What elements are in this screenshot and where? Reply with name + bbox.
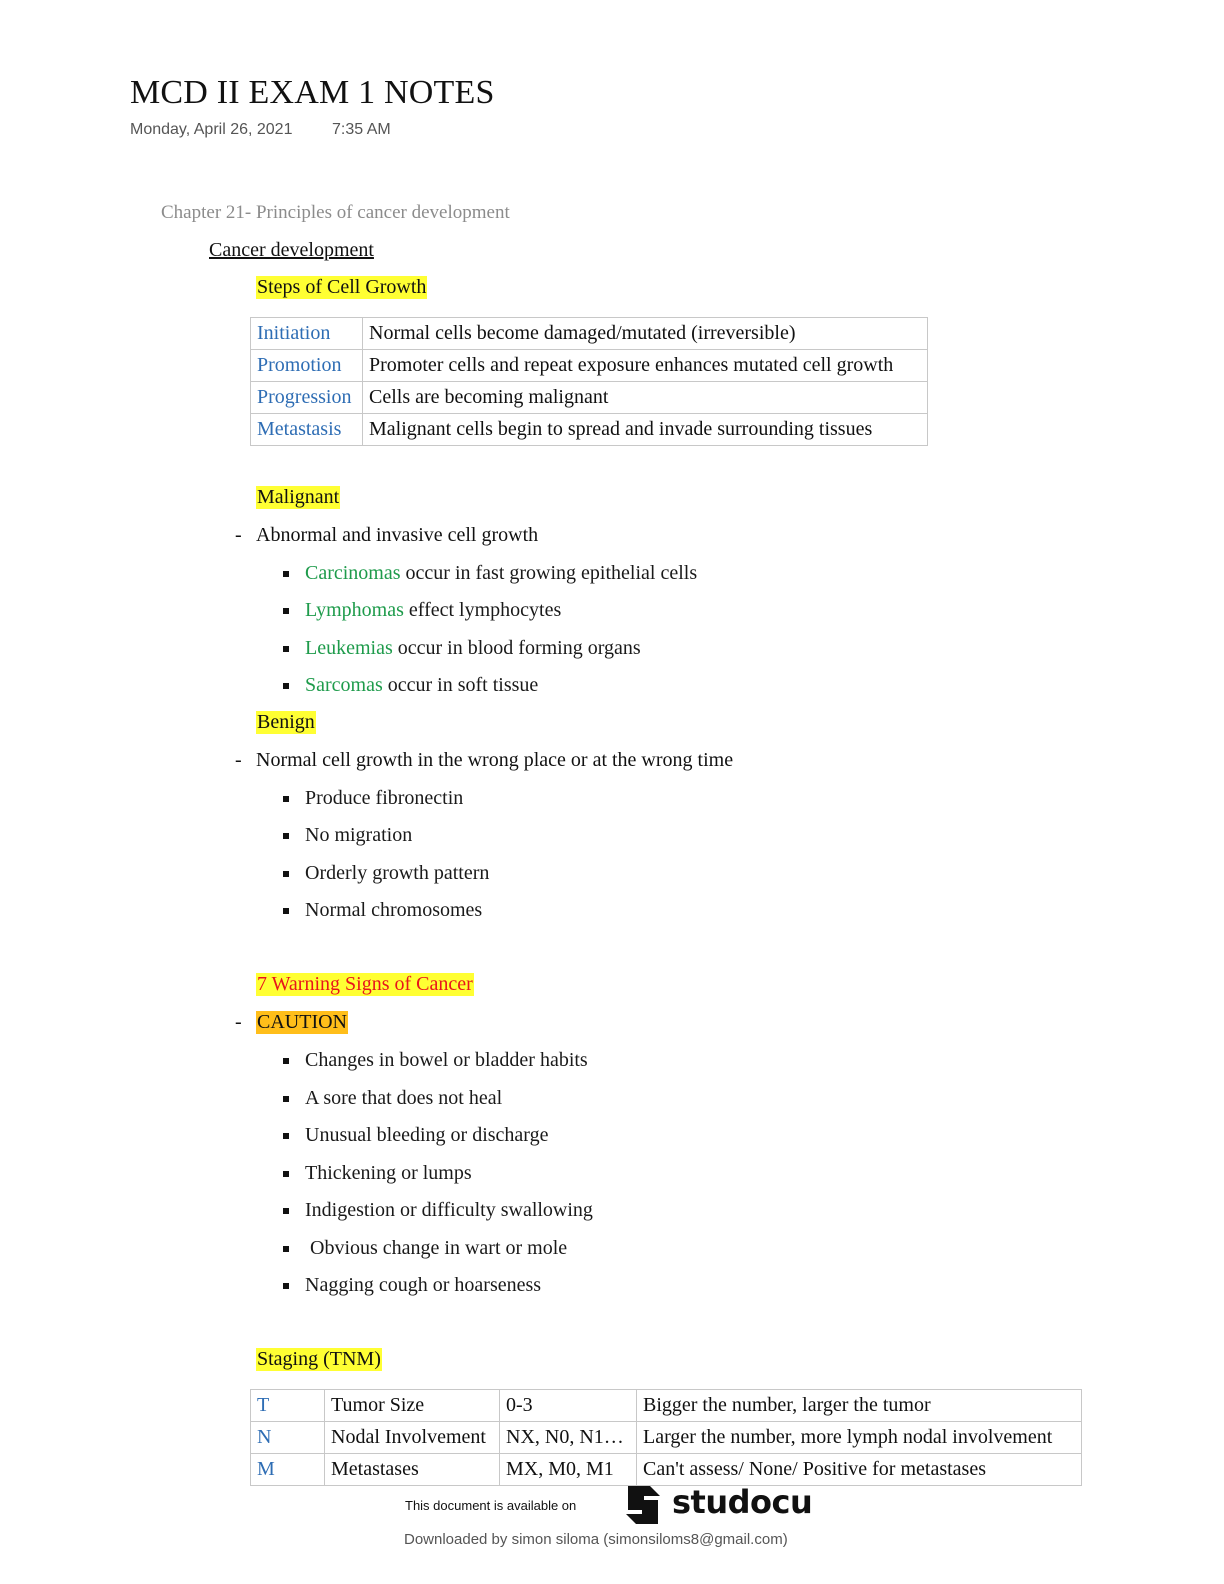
list-item-text: Unusual bleeding or discharge [305, 1124, 549, 1146]
list-item-text: Normal chromosomes [305, 899, 483, 921]
page-time: 7:35 AM [332, 121, 391, 138]
download-attribution: Downloaded by simon siloma (simonsiloms8@gmail.com) [404, 1531, 788, 1548]
malignant-heading: Malignant [257, 486, 340, 508]
benign-heading: Benign [257, 711, 315, 733]
dash-marker: - [235, 524, 242, 546]
studocu-logo-icon[interactable] [620, 1482, 666, 1528]
table-row [251, 1454, 1082, 1486]
table-row [251, 1390, 1082, 1422]
cell-growth-table [250, 317, 928, 446]
table-cell-desc: Bigger the number, larger the tumor [637, 1390, 1082, 1422]
table-cell-letter: N [251, 1422, 325, 1454]
list-item-text: Indigestion or difficulty swallowing [305, 1199, 593, 1221]
cancer-type-description: occur in blood forming organs [392, 637, 641, 659]
bullet-square-icon [283, 1208, 289, 1214]
table-cell-desc: Malignant cells begin to spread and invade surrounding tissues [363, 414, 928, 446]
table-row [251, 1422, 1082, 1454]
table-cell-desc: Normal cells become damaged/mutated (irreversible) [363, 318, 928, 350]
list-item-text: Thickening or lumps [305, 1162, 472, 1184]
table-cell-range: 0-3 [500, 1390, 637, 1422]
page-date: Monday, April 26, 2021 [130, 121, 293, 138]
table-cell-desc: Cells are becoming malignant [363, 382, 928, 414]
list-item-text: Changes in bowel or bladder habits [305, 1049, 588, 1071]
benign-description: Normal cell growth in the wrong place or at the wrong time [256, 749, 734, 771]
list-item-text: Produce fibronectin [305, 787, 464, 809]
studocu-logo-text[interactable]: studocu [672, 1483, 813, 1521]
list-item-text: Obvious change in wart or mole [305, 1237, 568, 1259]
bullet-square-icon [283, 1096, 289, 1102]
bullet-square-icon [283, 571, 289, 577]
cell-growth-heading: Steps of Cell Growth [257, 276, 427, 298]
chapter-heading: Chapter 21- Principles of cancer development [161, 202, 510, 223]
bullet-square-icon [283, 1283, 289, 1289]
bullet-square-icon [283, 608, 289, 614]
cancer-type-description: occur in fast growing epithelial cells [400, 562, 698, 584]
bullet-square-icon [283, 1058, 289, 1064]
table-cell-range: NX, N0, N1… [500, 1422, 637, 1454]
section-heading: Cancer development [209, 239, 374, 261]
bullet-square-icon [283, 683, 289, 689]
table-row [251, 318, 928, 350]
table-cell-name: Metastases [325, 1454, 500, 1486]
staging-table [250, 1389, 1082, 1486]
table-row [251, 350, 928, 382]
bullet-square-icon [283, 871, 289, 877]
bullet-square-icon [283, 1171, 289, 1177]
list-item-text: No migration [305, 824, 413, 846]
cancer-type-term: Sarcomas [305, 674, 383, 696]
table-cell-range: MX, M0, M1 [500, 1454, 637, 1486]
cancer-type-term: Lymphomas [305, 599, 404, 621]
bullet-square-icon [283, 908, 289, 914]
availability-note: This document is available on [405, 1498, 577, 1513]
bullet-square-icon [283, 646, 289, 652]
warning-signs-heading: 7 Warning Signs of Cancer [257, 973, 473, 995]
table-cell-term: Progression [251, 382, 363, 414]
table-cell-term: Initiation [251, 318, 363, 350]
malignant-description: Abnormal and invasive cell growth [256, 524, 539, 546]
table-cell-term: Promotion [251, 350, 363, 382]
cancer-type-term: Leukemias [305, 637, 393, 659]
table-cell-letter: M [251, 1454, 325, 1486]
dash-marker: - [235, 749, 242, 771]
table-cell-desc: Promoter cells and repeat exposure enhances mutated cell growth [363, 350, 928, 382]
list-item-text: A sore that does not heal [305, 1087, 503, 1109]
list-item-text: Nagging cough or hoarseness [305, 1274, 542, 1296]
bullet-square-icon [283, 1246, 289, 1252]
caution-acronym: CAUTION [257, 1011, 347, 1033]
cancer-type-description: effect lymphocytes [403, 599, 562, 621]
table-cell-desc: Larger the number, more lymph nodal involvement [637, 1422, 1082, 1454]
table-cell-name: Tumor Size [325, 1390, 500, 1422]
page-title: MCD II EXAM 1 NOTES [130, 74, 495, 111]
dash-marker: - [235, 1011, 242, 1033]
table-cell-letter: T [251, 1390, 325, 1422]
staging-heading: Staging (TNM) [257, 1348, 381, 1370]
table-cell-desc: Can't assess/ None/ Positive for metastases [637, 1454, 1082, 1486]
bullet-square-icon [283, 796, 289, 802]
table-cell-name: Nodal Involvement [325, 1422, 500, 1454]
table-cell-term: Metastasis [251, 414, 363, 446]
list-item-text: Orderly growth pattern [305, 862, 490, 884]
bullet-square-icon [283, 1133, 289, 1139]
table-row [251, 414, 928, 446]
bullet-square-icon [283, 833, 289, 839]
table-row [251, 382, 928, 414]
cancer-type-description: occur in soft tissue [382, 674, 539, 696]
cancer-type-term: Carcinomas [305, 562, 401, 584]
